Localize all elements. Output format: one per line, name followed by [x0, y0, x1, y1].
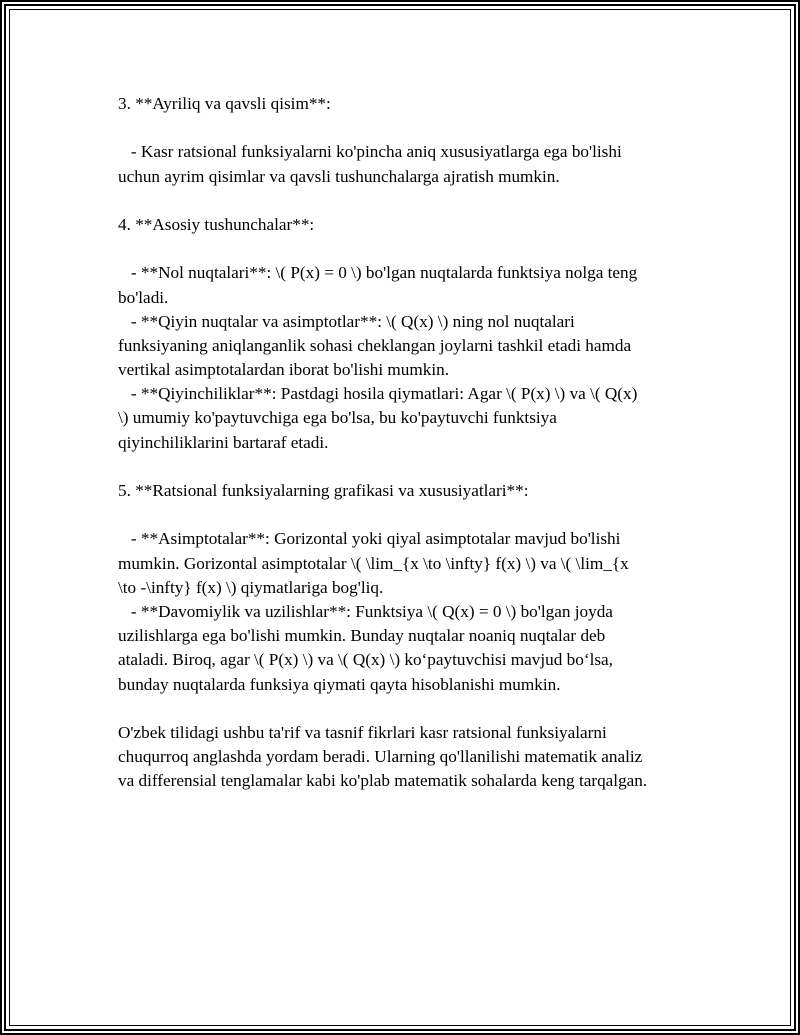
- blank-line: [118, 189, 693, 213]
- text-line: ataladi. Biroq, agar \( P(x) \) va \( Q(x) \) ko‘paytuvchisi mavjud bo‘lsa,: [118, 650, 613, 670]
- text-line: - **Davomiylik va uzilishlar**: Funktsiya \( Q(x) = 0 \) bo'lgan joyda: [118, 601, 613, 621]
- blank-line: [118, 697, 693, 721]
- document-body: [118, 92, 693, 793]
- section-4-heading: 4. **Asosiy tushunchalar**:: [118, 214, 315, 234]
- text-line: bunday nuqtalarda funksiya qiymati qayta hisoblanishi mumkin.: [118, 674, 561, 694]
- text-line: - **Asimptotalar**: Gorizontal yoki qiyal asimptotalar mavjud bo'lishi: [118, 529, 621, 549]
- text-line: uchun ayrim qisimlar va qavsli tushunchalarga ajratish mumkin.: [118, 166, 560, 186]
- blank-line: [118, 455, 693, 479]
- text-line: - Kasr ratsional funksiyalarni ko'pincha aniq xususiyatlarga ega bo'lishi: [118, 142, 622, 162]
- text-line: mumkin. Gorizontal asimptotalar \( \lim_{x \to \infty} f(x) \) va \( \lim_{x: [118, 553, 629, 573]
- blank-line: [118, 237, 693, 261]
- blank-line: [118, 116, 693, 140]
- text-line: vertikal asimptotalardan iborat bo'lishi mumkin.: [118, 360, 450, 380]
- text-line: funksiyaning aniqlanganlik sohasi cheklangan joylarni tashkil etadi hamda: [118, 335, 632, 355]
- text-line: - **Qiyin nuqtalar va asimptotlar**: \( Q(x) \) ning nol nuqtalari: [118, 311, 575, 331]
- conclusion-line: O'zbek tilidagi ushbu ta'rif va tasnif fikrlari kasr ratsional funksiyalarni: [118, 722, 607, 742]
- text-line: - **Nol nuqtalari**: \( P(x) = 0 \) bo'lgan nuqtalarda funktsiya nolga teng: [118, 263, 638, 283]
- text-line: - **Qiyinchiliklar**: Pastdagi hosila qiymatlari: Agar \( P(x) \) va \( Q(x): [118, 384, 638, 404]
- conclusion-line: va differensial tenglamalar kabi ko'plab matematik sohalarda keng tarqalgan.: [118, 771, 648, 791]
- section-5-heading: 5. **Ratsional funksiyalarning grafikasi va xususiyatlari**:: [118, 481, 529, 500]
- conclusion-line: chuqurroq anglashda yordam beradi. Ularning qo'llanilishi matematik analiz: [118, 747, 643, 767]
- text-line: uzilishlarga ega bo'lishi mumkin. Bunday nuqtalar noaniq nuqtalar deb: [118, 626, 606, 646]
- text-line: \to -\infty} f(x) \) qiymatlariga bog'liq.: [118, 577, 384, 597]
- text-line: \) umumiy ko'paytuvchiga ega bo'lsa, bu ko'paytuvchi funktsiya: [118, 408, 557, 428]
- text-line: qiyinchiliklarini bartaraf etadi.: [118, 432, 329, 452]
- blank-line: [118, 503, 693, 527]
- section-3-heading: 3. **Ayriliq va qavsli qisim**:: [118, 94, 331, 113]
- text-line: bo'ladi.: [118, 287, 169, 307]
